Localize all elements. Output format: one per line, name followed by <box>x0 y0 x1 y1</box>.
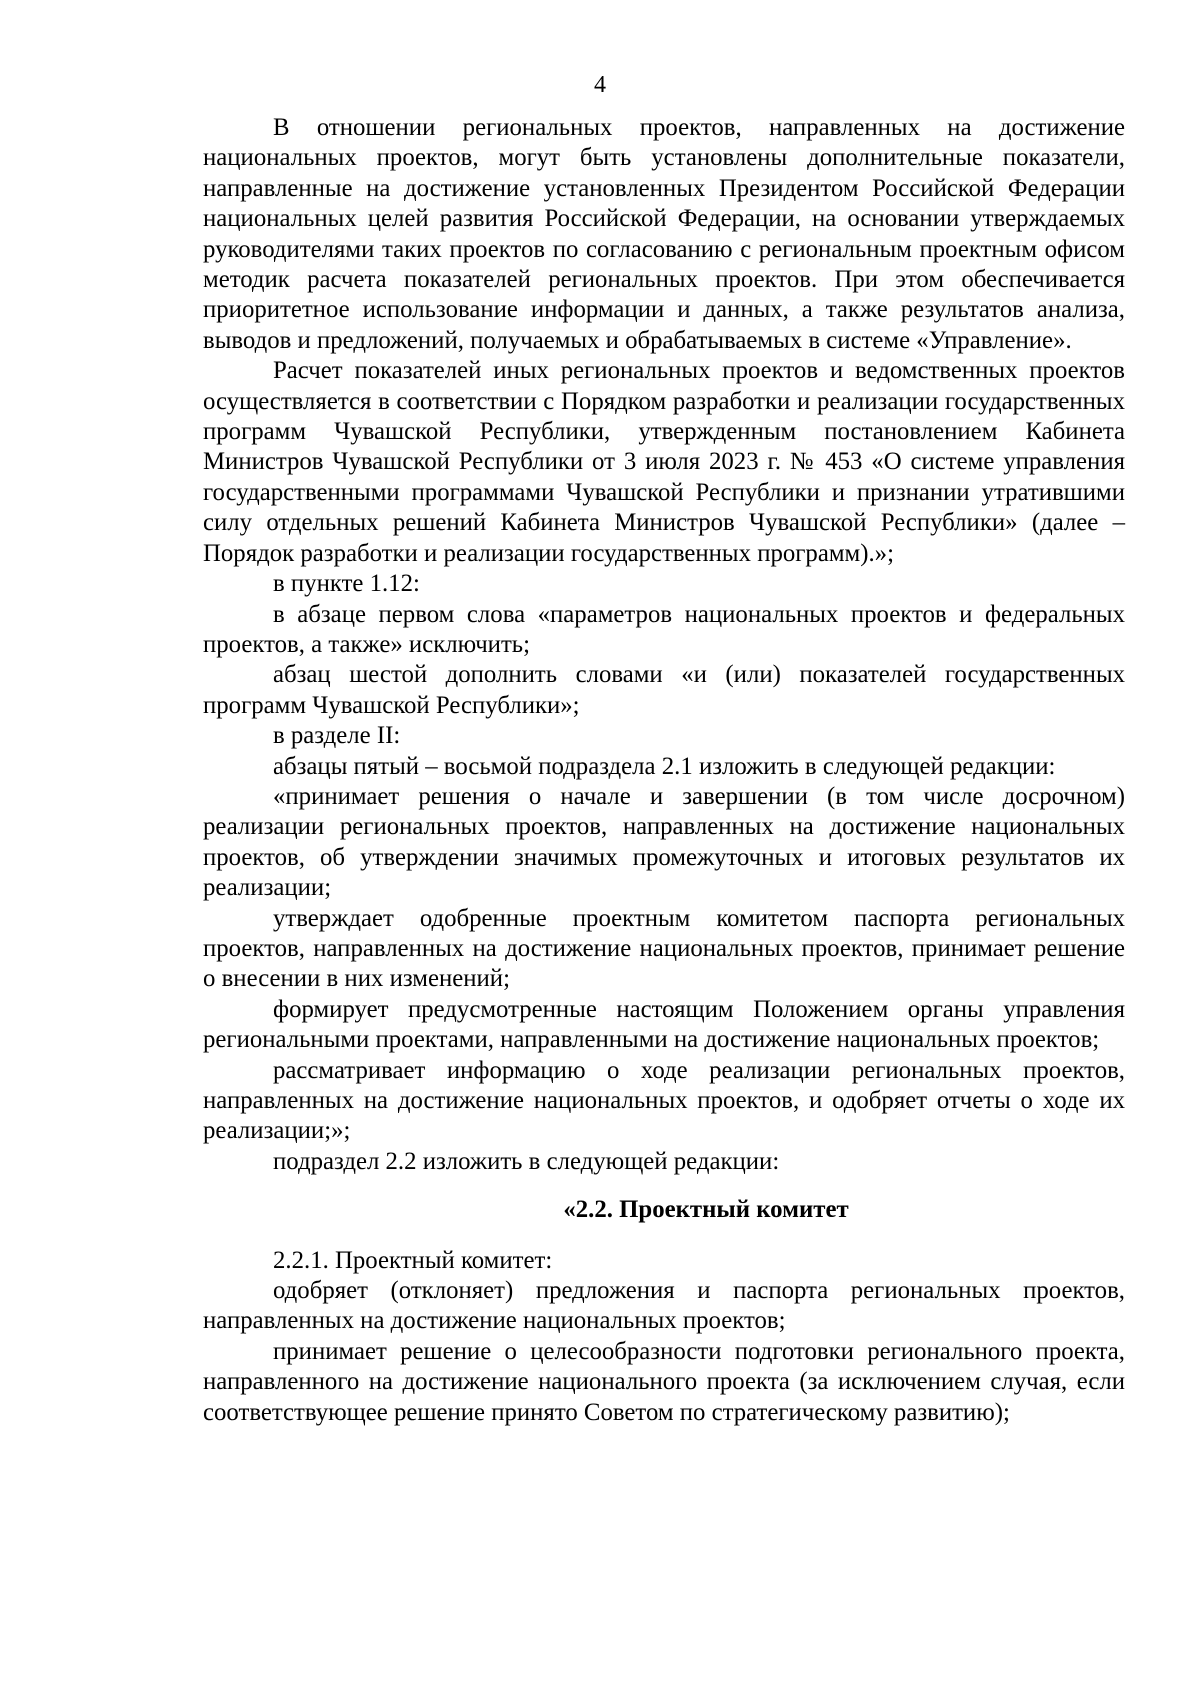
paragraph: рассматривает информацию о ходе реализации региональных проектов, направленных на достижение национальных проектов, и одобряет отчеты о ходе их реализации;»; <box>203 1056 1125 1145</box>
section-heading: «2.2. Проектный комитет <box>563 1196 849 1224</box>
paragraph: 2.2.1. Проектный комитет: <box>273 1246 553 1274</box>
paragraph: «принимает решения о начале и завершении (в том числе досрочном) реализации региональных проектов, направленных на достижение национальных проектов, об утверждении значимых промежуточных и итоговых результатов их реализации; <box>203 782 1125 902</box>
paragraph: одобряет (отклоняет) предложения и паспорта региональных проектов, направленных на достижение национальных проектов; <box>203 1277 1125 1335</box>
paragraph: В отношении региональных проектов, направленных на достижение национальных проектов, могут быть установлены дополнительные показатели, направленные на достижение установленных Президентом Российской Федерации национальных целей развития Российской Федерации, на основании утверждаемых руководителями таких проектов по согласованию с региональным проектным офисом методик расчета показателей региональных проектов. При этом обеспечивается приоритетное использование информации и данных, а также результатов анализа, выводов и предложений, получаемых и обрабатываемых в системе «Управление». <box>203 114 1125 354</box>
paragraph: в абзаце первом слова «параметров национальных проектов и федеральных проектов, а также» исключить; <box>203 600 1125 658</box>
paragraph: подраздел 2.2 изложить в следующей редакции: <box>273 1147 780 1175</box>
paragraph: в пункте 1.12: <box>273 570 420 598</box>
paragraph: абзацы пятый – восьмой подраздела 2.1 изложить в следующей редакции: <box>273 752 1056 780</box>
page-number: 4 <box>594 72 606 98</box>
paragraph: абзац шестой дополнить словами «и (или) показателей государственных программ Чувашской Республики»; <box>203 661 1125 719</box>
document-body <box>203 113 1125 1428</box>
paragraph: Расчет показателей иных региональных проектов и ведомственных проектов осуществляется в соответствии с Порядком разработки и реализации государственных программ Чувашской Республики, утвержденным постановлением Кабинета Министров Чувашской Республики от 3 июля 2023 г. № 453 «О системе управления государственными программами Чувашской Республики и признании утратившими силу отдельных решений Кабинета Министров Чувашской Республики» (далее – Порядок разработки и реализации государственных программ).»; <box>203 357 1125 567</box>
paragraph: утверждает одобренные проектным комитетом паспорта региональных проектов, направленных на достижение национальных проектов, принимает решение о внесении в них изменений; <box>203 904 1125 993</box>
paragraph: формирует предусмотренные настоящим Положением органы управления региональными проектами, направленными на достижение национальных проектов; <box>203 995 1125 1054</box>
paragraph: в разделе II: <box>273 722 401 750</box>
paragraph: принимает решение о целесообразности подготовки регионального проекта, направленного на достижение национального проекта (за исключением случая, если соответствующее решение принято Советом по стратегическому развитию); <box>203 1337 1125 1426</box>
